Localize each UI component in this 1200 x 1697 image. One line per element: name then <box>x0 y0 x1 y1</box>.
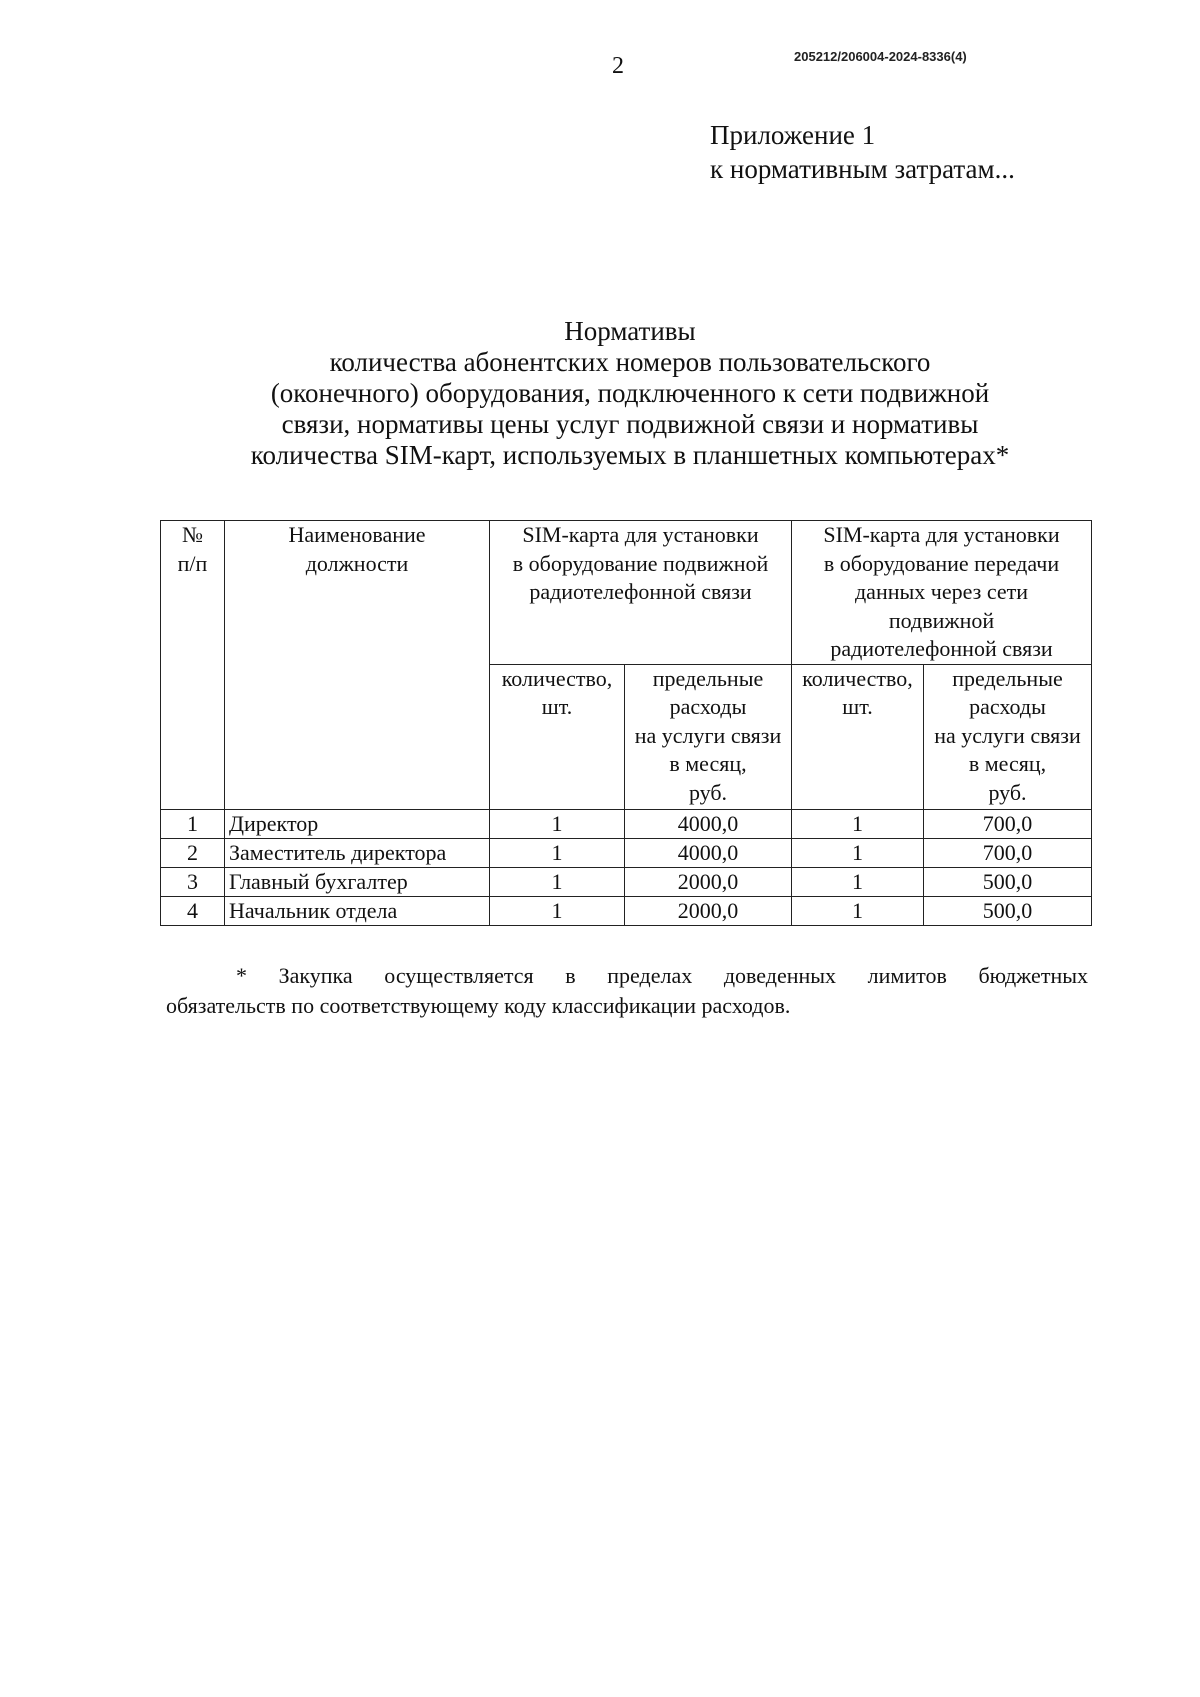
header-number <box>161 521 225 810</box>
norms-table <box>160 520 1092 926</box>
row-position: Главный бухгалтер <box>225 867 490 896</box>
row-qty-data: 1 <box>792 809 924 838</box>
header-position-line: Наименование <box>288 522 426 547</box>
header-number-line: п/п <box>177 550 208 576</box>
row-qty-mobile: 1 <box>490 838 625 867</box>
header-quantity-line: количество, <box>802 665 913 691</box>
row-number: 2 <box>161 838 225 867</box>
footnote <box>166 961 1088 1021</box>
header-group-line: данных через сети <box>854 579 1029 604</box>
header-group-line: SIM-карта для установки <box>522 522 759 547</box>
header-position <box>225 521 490 810</box>
header-limit-expenses <box>924 664 1092 809</box>
appendix-caption <box>710 118 1015 186</box>
row-limit-data: 700,0 <box>924 809 1092 838</box>
row-qty-mobile: 1 <box>490 867 625 896</box>
header-number-line: № <box>182 522 203 547</box>
footnote-line: * Закупка осуществляется в пределах доведенных лимитов бюджетных <box>236 963 1088 988</box>
header-quantity <box>792 664 924 809</box>
title-line: Нормативы <box>564 316 696 346</box>
header-limit-line: в месяц, <box>669 751 747 776</box>
document-registration-code: 205212/206004-2024-8336(4) <box>794 49 967 64</box>
row-qty-data: 1 <box>792 838 924 867</box>
header-limit-line: на услуги связи <box>634 722 782 748</box>
footnote-line: обязательств по соответствующему коду классификации расходов. <box>166 993 791 1018</box>
row-qty-data: 1 <box>792 896 924 925</box>
header-limit-line: на услуги связи <box>934 722 1081 748</box>
header-limit-line: расходы <box>669 694 747 719</box>
row-number: 1 <box>161 809 225 838</box>
header-limit-expenses <box>625 664 792 809</box>
appendix-subtitle: к нормативным затратам... <box>710 154 1015 184</box>
header-quantity <box>490 664 625 809</box>
header-group-line: радиотелефонной связи <box>529 579 752 604</box>
title-line: количества SIM-карт, используемых в планшетных компьютерах* <box>250 440 1010 470</box>
header-group-line: в оборудование подвижной <box>512 550 769 576</box>
row-limit-mobile: 2000,0 <box>625 867 792 896</box>
header-quantity-line: шт. <box>541 694 573 719</box>
header-limit-line: предельные <box>952 665 1063 691</box>
row-qty-data: 1 <box>792 867 924 896</box>
title-line: количества абонентских номеров пользовательского <box>329 347 931 377</box>
row-position: Директор <box>225 809 490 838</box>
row-qty-mobile: 1 <box>490 809 625 838</box>
header-quantity-line: количество, <box>501 665 613 691</box>
row-limit-data: 700,0 <box>924 838 1092 867</box>
header-limit-line: руб. <box>988 779 1027 805</box>
header-group-line: подвижной <box>888 607 995 633</box>
title-line: связи, нормативы цены услуг подвижной связи и нормативы <box>281 409 979 439</box>
header-group-line: в оборудование передачи <box>823 550 1060 576</box>
header-quantity-line: шт. <box>842 694 873 719</box>
header-group-line: радиотелефонной связи <box>830 636 1053 661</box>
title-line: (оконечного) оборудования, подключенного к сети подвижной <box>270 378 990 408</box>
table-row <box>161 838 1092 867</box>
header-position-line: должности <box>305 550 409 576</box>
row-limit-data: 500,0 <box>924 867 1092 896</box>
appendix-title: Приложение 1 <box>710 120 876 150</box>
row-limit-mobile: 4000,0 <box>625 809 792 838</box>
header-limit-line: в месяц, <box>968 751 1047 776</box>
row-number: 3 <box>161 867 225 896</box>
header-group-mobile-radiotelephone <box>490 521 792 665</box>
document-title <box>130 316 1130 471</box>
header-limit-line: предельные <box>652 665 764 691</box>
row-number: 4 <box>161 896 225 925</box>
row-position: Заместитель директора <box>225 838 490 867</box>
row-limit-mobile: 2000,0 <box>625 896 792 925</box>
table-row <box>161 809 1092 838</box>
page-number: 2 <box>612 53 624 79</box>
table-row <box>161 867 1092 896</box>
header-limit-line: расходы <box>969 694 1046 719</box>
header-limit-line: руб. <box>688 779 728 805</box>
row-limit-data: 500,0 <box>924 896 1092 925</box>
row-position: Начальник отдела <box>225 896 490 925</box>
row-qty-mobile: 1 <box>490 896 625 925</box>
header-group-line: SIM-карта для установки <box>823 522 1060 547</box>
header-group-data-transfer <box>792 521 1092 665</box>
table-row <box>161 896 1092 925</box>
row-limit-mobile: 4000,0 <box>625 838 792 867</box>
